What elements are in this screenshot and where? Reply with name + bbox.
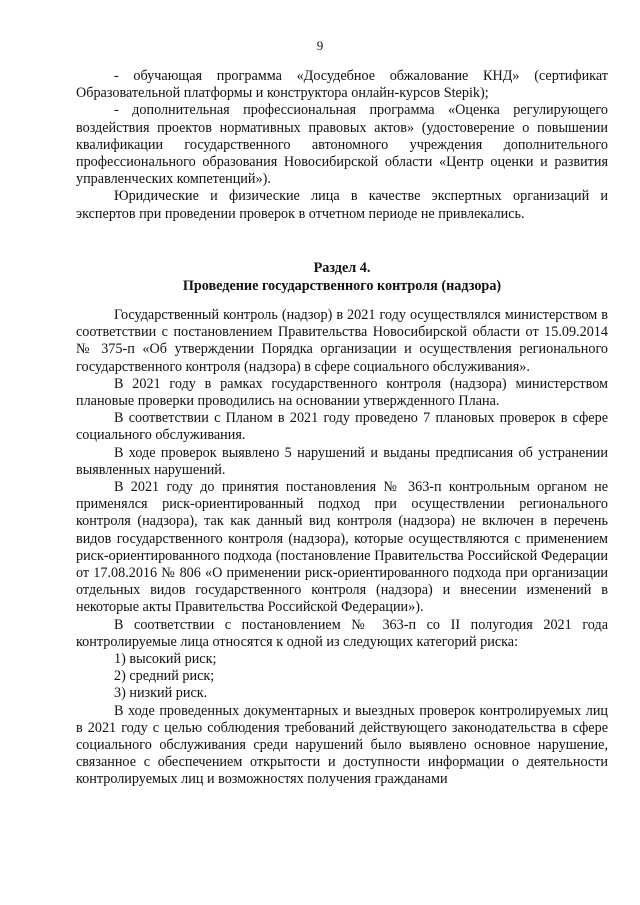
paragraph-main-violation: В ходе проведенных документарных и выездных проверок контролируемых лиц в 2021 году с целью соблюдения требований действующего законодательства в сфере социального обслуживания среди нарушений было выявлено основное нарушение, связанное с обеспечением открытости и доступности информации о деятельности контролируемых лиц и возможностях получения гражданами — [76, 702, 608, 788]
page-number: 9 — [316, 38, 324, 53]
paragraph-bullet-stepik: - обучающая программа «Досудебное обжалование КНД» (сертификат Образовательной платформы и конструктора онлайн-курсов Stepik); — [76, 68, 608, 102]
section-heading — [76, 260, 608, 295]
list-item-low-risk: 3) низкий риск. — [114, 685, 208, 702]
paragraph-experts-not-involved: Юридические и физические лица в качестве экспертных организаций и экспертов при проведении проверок в отчетном периоде не привлекались. — [76, 188, 608, 222]
section-text-block — [76, 307, 608, 789]
paragraph-inspections-count: В соответствии с Планом в 2021 году проведено 7 плановых проверок в сфере социального обслуживания. — [76, 410, 608, 444]
list-item-high-risk: 1) высокий риск; — [114, 651, 217, 668]
paragraph-planned-inspections: В 2021 году в рамках государственного контроля (надзора) министерством плановые проверки проводились на основании утвержденного Плана. — [76, 375, 608, 410]
list-item-medium-risk: 2) средний риск; — [114, 668, 215, 685]
paragraph-bullet-regulatory-assessment: - дополнительная профессиональная программа «Оценка регулирующего воздействия проектов нормативных правовых актов» (удостоверение о повышении квалификации государственного автономного учреждения дополнительного профессионального образования Новосибирской области «Центр оценки и развития управленческих компетенций»). — [76, 102, 608, 188]
paragraph-violations-found: В ходе проверок выявлено 5 нарушений и выданы предписания об устранении выявленных нарушений. — [76, 444, 608, 478]
section-title: Проведение государственного контроля (надзора) — [182, 277, 502, 294]
paragraph-control-basis: Государственный контроль (надзор) в 2021 году осуществлялся министерством в соответствии с постановлением Правительства Новосибирской области от 15.09.2014 № 375-п «Об утверждении Порядка организации и осуществления регионального государственного контроля (надзора) в сфере социального обслуживания». — [76, 307, 608, 375]
intro-text-block — [76, 68, 608, 223]
paragraph-risk-categories-intro: В соответствии с постановлением № 363-п со II полугодия 2021 года контролируемые лица относятся к одной из следующих категорий риска: — [76, 616, 608, 650]
section-number: Раздел 4. — [313, 260, 371, 276]
paragraph-risk-approach: В 2021 году до принятия постановления № 363-п контрольным органом не применялся риск-ориентированный подход при осуществлении регионального контроля (надзора), так как данный вид контроля (надзора) не включен в перечень видов государственного контроля (надзора), которые осуществляются с применением риск-ориентированного подхода (постановление Правительства Российской Федерации от 17.08.2016 № 806 «О применении риск-ориентированного подхода при организации отдельных видов государственного контроля (надзора) и внесении изменений в некоторые акты Правительства Российской Федерации»). — [76, 479, 608, 616]
